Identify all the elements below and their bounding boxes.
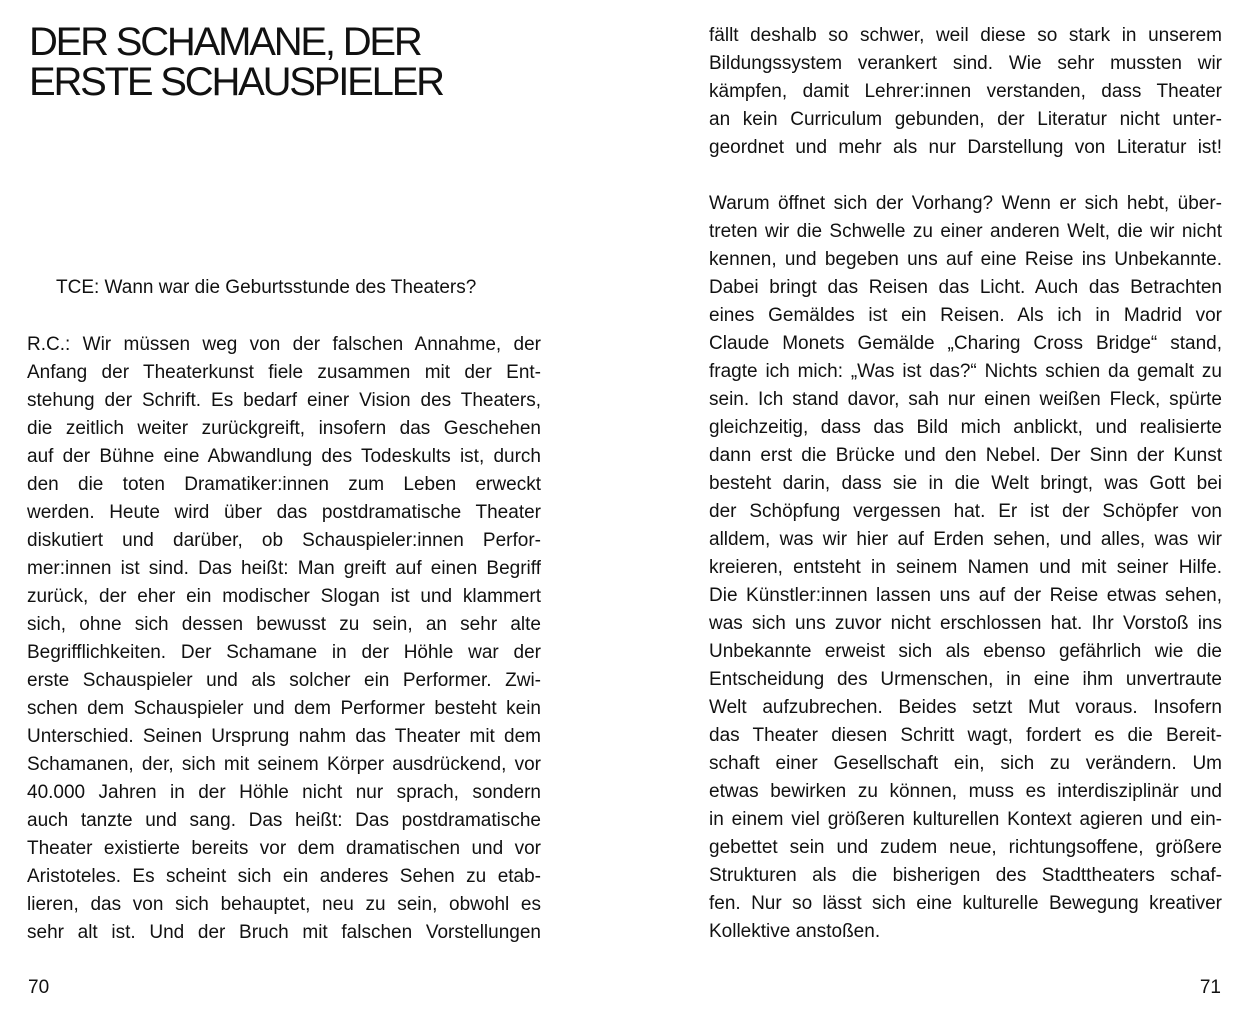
left-page: [0, 0, 623, 1009]
text-line: an kein Curriculum gebunden, der Literatur nicht unter-: [709, 109, 1222, 130]
answer-paragraph: [27, 331, 541, 947]
text-line: Begrifflichkeiten. Der Schamane in der Höhle war der: [27, 642, 541, 663]
text-line: Claude Monets Gemälde „Charing Cross Bridge“ stand,: [709, 333, 1222, 354]
text-line: kennen, und begeben uns auf eine Reise ins Unbekannte.: [709, 249, 1222, 270]
text-line: Warum öffnet sich der Vorhang? Wenn er sich hebt, über-: [709, 193, 1222, 214]
text-line: lieren, das von sich behauptet, neu zu sein, obwohl es: [27, 894, 541, 915]
page-number-left: 70: [28, 977, 50, 998]
page-number-right: 71: [1199, 977, 1221, 998]
text-line: geordnet und mehr als nur Darstellung von Literatur ist!: [709, 137, 1222, 158]
text-line: Unterschied. Seinen Ursprung nahm das Theater mit dem: [27, 726, 541, 747]
text-line: etwas bewirken zu können, muss es interdisziplinär und: [709, 781, 1222, 802]
text-line: Die Künstler:innen lassen uns auf der Reise etwas sehen,: [709, 585, 1222, 606]
right-page: [623, 0, 1247, 1009]
text-line: kämpfen, damit Lehrer:innen verstanden, dass Theater: [709, 81, 1222, 102]
text-line: besteht darin, dass sie in die Welt bringt, was Gott bei: [709, 473, 1222, 494]
text-line: 40.000 Jahren in der Höhle nicht nur sprach, sondern: [27, 782, 541, 803]
text-line: in einem viel größeren kulturellen Kontext agieren und ein-: [709, 809, 1222, 830]
text-line: alldem, was wir hier auf Erden sehen, und alles, was wir: [709, 529, 1222, 550]
text-line: Kollektive anstoßen.: [709, 921, 881, 942]
text-line: gleichzeitig, dass das Bild mich anblickt, und realisierte: [709, 417, 1222, 438]
text-line: den die toten Dramatiker:innen zum Leben erweckt: [27, 474, 541, 495]
text-line: auch tanzte und sang. Das heißt: Das postdramatische: [27, 810, 541, 831]
text-line: sein. Ich stand davor, sah nur einen weißen Fleck, spürte: [709, 389, 1222, 410]
text-line: auf der Bühne eine Abwandlung des Todeskults ist, durch: [27, 446, 541, 467]
text-line: stehung der Schrift. Es bedarf einer Vision des Theaters,: [27, 390, 541, 411]
text-line: was sich uns zuvor nicht erschlossen hat. Ihr Vorstoß ins: [709, 613, 1222, 634]
text-line: sehr alt ist. Und der Bruch mit falschen Vorstellungen: [27, 922, 541, 943]
text-line: die zeitlich weiter zurückgreift, insofern das Geschehen: [27, 418, 541, 439]
continuation-paragraph: [709, 22, 1222, 162]
text-line: Entscheidung des Urmenschen, in eine ihm unvertraute: [709, 669, 1222, 690]
text-line: der Schöpfung vergessen hat. Er ist der Schöpfer von: [709, 501, 1222, 522]
interview-question: TCE: Wann war die Geburtsstunde des Theaters?: [56, 277, 477, 298]
text-line: Aristoteles. Es scheint sich ein anderes Sehen zu etab-: [27, 866, 541, 887]
text-line: Strukturen als die bisherigen des Stadttheaters schaf-: [709, 865, 1222, 886]
chapter-title-line: DER SCHAMANE, DER: [29, 20, 421, 64]
text-line: Bildungssystem verankert sind. Wie sehr mussten wir: [709, 53, 1222, 74]
text-line: Theater existierte bereits vor dem dramatischen und vor: [27, 838, 541, 859]
text-line: schaft einer Gesellschaft ein, sich zu verändern. Um: [709, 753, 1222, 774]
text-line: fen. Nur so lässt sich eine kulturelle Bewegung kreativer: [709, 893, 1222, 914]
text-line: werden. Heute wird über das postdramatische Theater: [27, 502, 541, 523]
text-line: R.C.: Wir müssen weg von der falschen Annahme, der: [27, 334, 541, 355]
text-line: Schamanen, der, sich mit seinem Körper ausdrückend, vor: [27, 754, 541, 775]
text-line: Welt aufzubrechen. Beides setzt Mut voraus. Insofern: [709, 697, 1222, 718]
text-line: kreieren, entsteht in seinem Namen und mit seiner Hilfe.: [709, 557, 1222, 578]
body-paragraph: [709, 190, 1222, 946]
text-line: Dabei bringt das Reisen das Licht. Auch das Betrachten: [709, 277, 1222, 298]
text-line: zurück, der eher ein modischer Slogan ist und klammert: [27, 586, 541, 607]
text-line: Unbekannte erweist sich als ebenso gefährlich wie die: [709, 641, 1222, 662]
text-line: gebettet sein und zudem neue, richtungsoffene, größere: [709, 837, 1222, 858]
text-line: fällt deshalb so schwer, weil diese so stark in unserem: [709, 25, 1222, 46]
text-line: schen dem Schauspieler und dem Performer besteht kein: [27, 698, 541, 719]
text-line: das Theater diesen Schritt wagt, fordert es die Bereit-: [709, 725, 1222, 746]
text-line: erste Schauspieler und als solcher ein Performer. Zwi-: [27, 670, 541, 691]
text-line: Anfang der Theaterkunst fiele zusammen mit der Ent-: [27, 362, 541, 383]
text-line: mer:innen ist sind. Das heißt: Man greift auf einen Begriff: [27, 558, 541, 579]
text-line: eines Gemäldes ist ein Reisen. Als ich in Madrid vor: [709, 305, 1222, 326]
text-line: sich, ohne sich dessen bewusst zu sein, an sehr alte: [27, 614, 541, 635]
text-line: diskutiert und darüber, ob Schauspieler:innen Perfor-: [27, 530, 541, 551]
text-line: fragte ich mich: „Was ist das?“ Nichts schien da gemalt zu: [709, 361, 1222, 382]
chapter-title: [29, 22, 589, 102]
chapter-title-line: ERSTE SCHAUSPIELER: [29, 60, 443, 104]
text-line: dann erst die Brücke und den Nebel. Der Sinn der Kunst: [709, 445, 1222, 466]
text-line: treten wir die Schwelle zu einer anderen Welt, die wir nicht: [709, 221, 1222, 242]
